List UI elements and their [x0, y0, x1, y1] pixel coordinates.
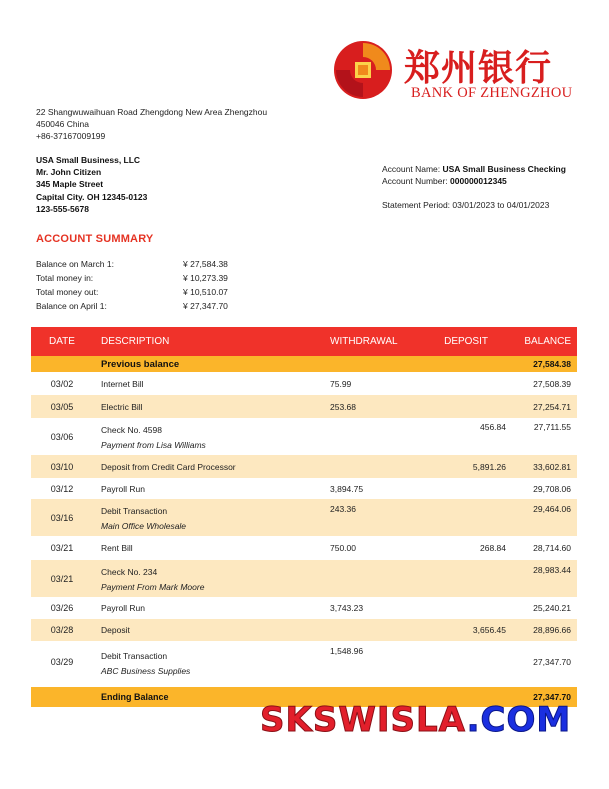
table-row — [31, 597, 577, 619]
customer-city: Capital City. OH 12345-0123 — [36, 191, 148, 202]
row-deposit: 3,656.45 — [472, 625, 506, 635]
row-date: 03/10 — [50, 461, 74, 472]
row-description: Check No. 234 — [101, 567, 158, 577]
summary-row — [36, 299, 263, 313]
watermark-dot: . — [466, 700, 481, 740]
bank-address-line: 450046 China — [36, 119, 89, 130]
row-description: Rent Bill — [101, 543, 133, 553]
table-row — [31, 372, 577, 395]
row-withdrawal: 243.36 — [330, 504, 356, 514]
row-description: Electric Bill — [101, 401, 143, 412]
header-date: DATE — [49, 336, 75, 347]
row-balance: 27,508.39 — [533, 378, 571, 389]
row-balance: 33,602.81 — [533, 461, 571, 472]
row-balance: 25,240.21 — [533, 603, 571, 613]
account-summary-title: ACCOUNT SUMMARY — [36, 233, 154, 245]
row-description-cell — [93, 565, 324, 592]
row-description: Deposit — [101, 625, 130, 635]
row-withdrawal: 253.68 — [330, 401, 356, 412]
summary-label: Total money out: — [36, 287, 99, 297]
customer-phone: 123-555-5678 — [36, 203, 89, 214]
bank-address — [36, 106, 267, 143]
row-description-note: ABC Business Supplies — [101, 665, 191, 676]
row-balance: 27,254.71 — [533, 401, 571, 412]
previous-balance-label: Previous balance — [101, 358, 180, 370]
previous-balance-value: 27,584.38 — [533, 359, 571, 369]
bank-address-line: 22 Shangwuwaihuan Road Zhengdong New Area Zhengzhou — [36, 107, 268, 117]
row-deposit: 456.84 — [480, 422, 506, 432]
row-balance: 27,347.70 — [533, 657, 571, 667]
row-description-note: Payment from Lisa Williams — [101, 440, 206, 450]
row-withdrawal: 750.00 — [330, 543, 356, 553]
table-row — [31, 641, 577, 683]
header-withdrawal: WITHDRAWAL — [330, 336, 398, 347]
header-description: DESCRIPTION — [101, 336, 170, 347]
account-number-row — [382, 175, 566, 187]
row-balance: 28,896.66 — [533, 625, 571, 635]
watermark — [260, 700, 571, 740]
table-row — [31, 395, 577, 418]
row-date: 03/02 — [50, 378, 74, 389]
row-description-note: Main Office Wholesale — [101, 521, 187, 531]
row-description: Deposit from Credit Card Processor — [101, 461, 236, 472]
watermark-part1: SKSWISLA — [260, 700, 467, 740]
summary-value: ¥ 10,510.07 — [183, 287, 228, 297]
summary-row — [36, 257, 263, 271]
account-number-label: Account Number: — [382, 176, 448, 187]
table-header — [31, 327, 577, 356]
row-description-cell — [93, 423, 324, 450]
row-description: Debit Transaction — [101, 506, 168, 516]
transactions-table — [31, 327, 577, 707]
bank-phone: +86-37167009199 — [36, 131, 106, 142]
row-withdrawal: 3,894.75 — [330, 483, 364, 494]
row-date: 03/16 — [50, 512, 74, 523]
row-description: Payroll Run — [101, 603, 145, 613]
row-withdrawal: 1,548.96 — [330, 646, 364, 656]
row-date: 03/05 — [50, 401, 74, 412]
bank-name-chinese: 郑州银行 — [404, 47, 553, 89]
row-description: Check No. 4598 — [101, 425, 162, 435]
row-date: 03/26 — [50, 603, 74, 613]
bank-name-english: BANK OF ZHENGZHOU — [411, 85, 573, 101]
ending-balance-value: 27,347.70 — [533, 692, 571, 702]
row-date: 03/29 — [50, 657, 74, 667]
bank-logo-icon — [333, 40, 393, 100]
row-balance: 28,983.44 — [533, 565, 571, 575]
previous-balance-row — [31, 356, 577, 372]
row-withdrawal: 75.99 — [330, 378, 352, 389]
summary-row — [36, 285, 263, 299]
ending-balance-label: Ending Balance — [101, 692, 169, 702]
summary-value: ¥ 10,273.39 — [183, 273, 228, 283]
table-row — [31, 455, 577, 478]
row-balance: 27,711.55 — [533, 422, 571, 432]
row-deposit: 268.84 — [480, 543, 506, 553]
table-row — [31, 536, 577, 560]
row-date: 03/28 — [50, 625, 74, 635]
table-row — [31, 478, 577, 499]
account-number-value: 000000012345 — [450, 176, 507, 187]
row-date: 03/21 — [50, 573, 74, 584]
account-summary-table — [36, 257, 263, 313]
summary-label: Balance on March 1: — [36, 259, 114, 269]
summary-label: Balance on April 1: — [36, 301, 107, 311]
row-description: Internet Bill — [101, 378, 144, 389]
header-deposit: DEPOSIT — [444, 336, 488, 347]
account-name-row — [382, 163, 566, 175]
row-date: 03/12 — [50, 483, 74, 494]
table-row — [31, 499, 577, 536]
row-description-note: Payment From Mark Moore — [101, 582, 205, 592]
account-name-label: Account Name: — [382, 164, 441, 174]
summary-value: ¥ 27,347.70 — [183, 301, 228, 311]
row-description-cell — [93, 504, 324, 531]
row-deposit: 5,891.26 — [472, 461, 506, 472]
row-description: Debit Transaction — [101, 650, 168, 661]
customer-company: USA Small Business, LLC — [36, 155, 141, 165]
row-description: Payroll Run — [101, 483, 145, 494]
header-balance: BALANCE — [524, 336, 571, 347]
row-balance: 29,708.06 — [533, 483, 571, 494]
row-balance: 29,464.06 — [533, 504, 571, 514]
account-name-value: USA Small Business Checking — [442, 164, 566, 174]
row-balance: 28,714.60 — [533, 543, 571, 553]
summary-value: ¥ 27,584.38 — [183, 259, 228, 269]
account-info — [382, 163, 566, 212]
table-row — [31, 619, 577, 641]
customer-street: 345 Maple Street — [36, 179, 104, 190]
row-date: 03/06 — [50, 431, 74, 442]
customer-name: Mr. John Citizen — [36, 167, 102, 178]
row-date: 03/21 — [50, 543, 74, 553]
watermark-part2: COM — [480, 700, 572, 740]
row-withdrawal: 3,743.23 — [330, 603, 364, 613]
summary-row — [36, 271, 263, 285]
table-row — [31, 418, 577, 455]
table-row — [31, 560, 577, 597]
customer-address — [36, 154, 147, 215]
summary-label: Total money in: — [36, 273, 94, 283]
row-description-cell — [93, 649, 324, 676]
statement-period: Statement Period: 03/01/2023 to 04/01/2023 — [382, 200, 550, 211]
